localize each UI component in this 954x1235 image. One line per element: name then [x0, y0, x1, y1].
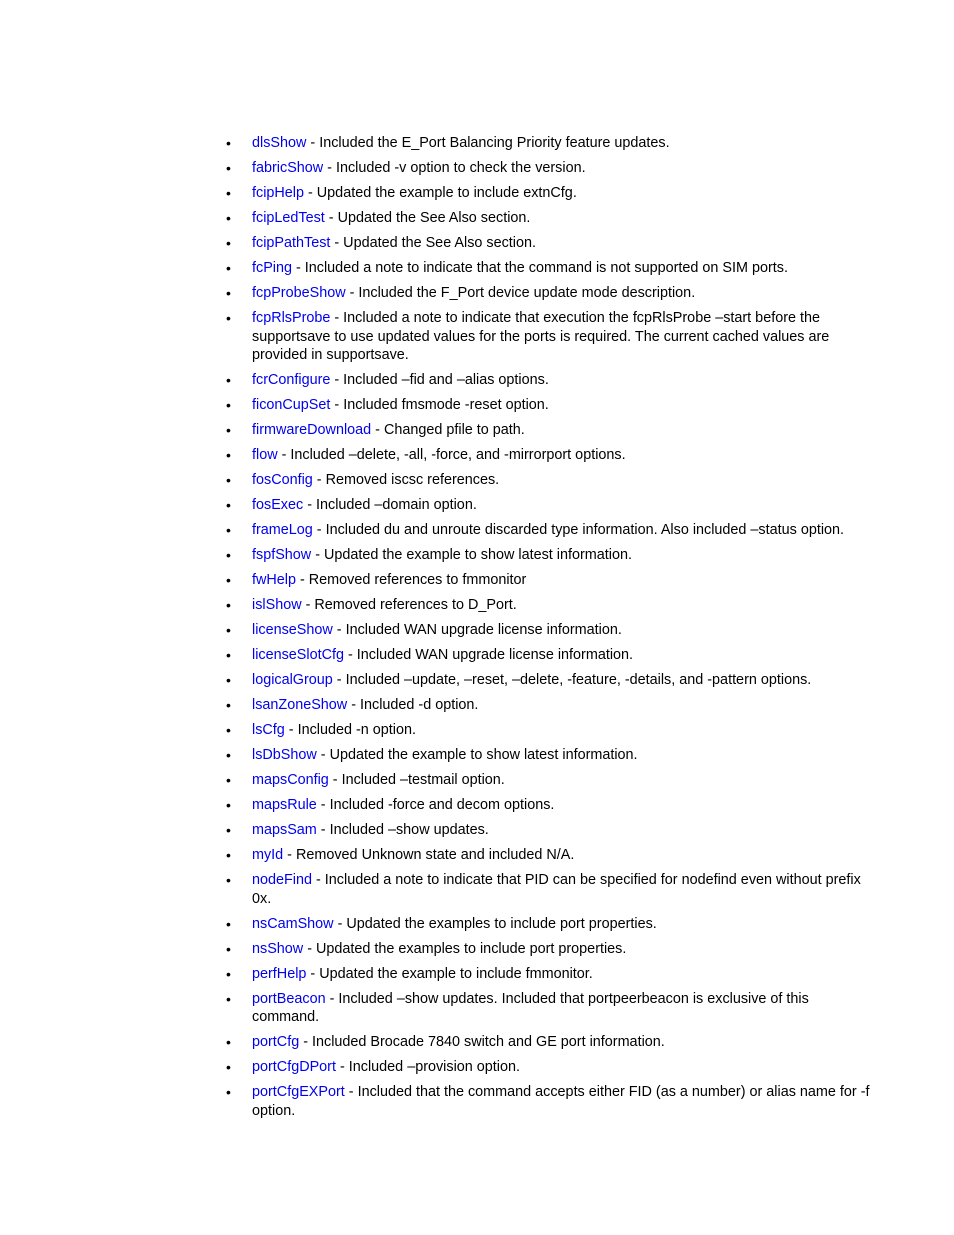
list-item	[226, 596, 871, 615]
list-item	[226, 396, 871, 415]
bullet-icon: •	[226, 422, 231, 438]
bullet-icon: •	[226, 572, 231, 588]
list-item	[226, 496, 871, 515]
list-item	[226, 646, 871, 665]
option-keyword: –delete	[348, 447, 397, 463]
bullet-icon: •	[226, 522, 231, 538]
option-keyword: fmmonitor	[525, 965, 589, 982]
bullet-icon: •	[226, 310, 231, 326]
description-text: - Changed pfile to path.	[371, 422, 525, 438]
list-item	[226, 965, 871, 984]
description-text: - Updated the example to include	[304, 185, 524, 201]
description-text: - Removed references to D_Port.	[301, 597, 517, 613]
description-text: - Included	[332, 672, 404, 688]
command-link[interactable]: mapsSam	[252, 822, 317, 838]
bullet-icon: •	[226, 697, 231, 713]
description-text: - Included the E_Port Balancing Priority feature updates.	[306, 135, 670, 151]
bullet-icon: •	[226, 797, 231, 813]
description-text: - Included	[347, 697, 419, 713]
bullet-icon: •	[226, 940, 231, 957]
description-text: - Included	[328, 772, 400, 788]
bullet-icon: •	[226, 915, 231, 932]
description-text: is exclusive of this command.	[252, 990, 809, 1025]
description-text: option.	[368, 722, 417, 738]
command-link[interactable]: fcipPathTest	[252, 235, 331, 251]
list-item	[226, 846, 871, 865]
command-link[interactable]: islShow	[252, 597, 302, 613]
list-item	[226, 721, 871, 740]
bullet-icon: •	[226, 447, 231, 463]
bullet-icon: •	[226, 822, 231, 838]
list-item	[226, 371, 871, 390]
bullet-icon: •	[226, 772, 231, 788]
description-text: before the supportsave to use updated values for the ports is required. The current cached values are provided in supportsave.	[252, 310, 830, 363]
command-link[interactable]: fcipHelp	[252, 185, 304, 201]
bullet-icon: •	[226, 622, 231, 638]
option-keyword: –status	[750, 522, 797, 538]
bullet-icon: •	[226, 1059, 231, 1075]
description-text: option.	[796, 522, 845, 538]
option-keyword: -feature	[567, 672, 617, 688]
option-keyword: fmsmode -reset	[401, 397, 502, 413]
description-text: - Included	[316, 797, 388, 813]
description-text: - Included	[325, 990, 397, 1007]
description-text: - Updated the example to show latest information.	[316, 747, 638, 763]
description-text: updates. Included that	[438, 990, 589, 1007]
command-link[interactable]: flow	[252, 447, 278, 463]
description-text: , and	[468, 447, 505, 463]
list-item	[226, 915, 871, 934]
description-text: - Included	[323, 160, 395, 176]
option-keyword: –alias	[456, 372, 495, 388]
option-keyword: portpeerbeacon	[588, 990, 689, 1007]
command-link[interactable]: fspfShow	[252, 547, 312, 563]
command-link[interactable]: licenseShow	[252, 622, 333, 638]
command-link[interactable]: portCfgEXPort	[252, 1084, 345, 1100]
bullet-icon: •	[226, 372, 231, 388]
bullet-icon: •	[226, 1084, 231, 1100]
list-item	[226, 940, 871, 959]
option-keyword: fcpRlsProbe –start	[632, 310, 752, 326]
list-item	[226, 234, 871, 253]
list-item	[226, 1033, 871, 1052]
command-link[interactable]: lsDbShow	[252, 747, 317, 763]
description-text: - Included the F_Port device update mode description.	[345, 285, 696, 301]
list-item	[226, 421, 871, 440]
bullet-icon: •	[226, 722, 231, 738]
list-item	[226, 446, 871, 465]
command-link[interactable]: fcPing	[252, 260, 292, 276]
command-link[interactable]: nsCamShow	[252, 915, 334, 932]
option-keyword: -f	[860, 1084, 870, 1100]
description-text: .	[572, 185, 577, 201]
description-text: option.	[429, 497, 477, 513]
command-change-list	[226, 134, 871, 1120]
command-link[interactable]: firmwareDownload	[252, 422, 372, 438]
description-text: option.	[431, 697, 479, 713]
description-text: - Included a note to indicate that PID can be specified for nodefind even without prefix 0x.	[252, 872, 861, 907]
command-link[interactable]: fabricShow	[252, 160, 324, 176]
description-text: ,	[456, 672, 465, 688]
list-item	[226, 871, 871, 908]
description-text: - Updated the example to include	[306, 965, 526, 982]
description-text: ,	[396, 447, 405, 463]
option-keyword: -details	[624, 672, 672, 688]
command-link[interactable]: lsanZoneShow	[252, 697, 348, 713]
bullet-icon: •	[226, 965, 231, 982]
command-link[interactable]: fwHelp	[252, 572, 296, 588]
option-keyword: -force	[431, 447, 469, 463]
list-item	[226, 746, 871, 765]
list-item	[226, 671, 871, 690]
description-text: - Included	[335, 1059, 408, 1075]
list-item	[226, 1058, 871, 1077]
description-text: options.	[494, 372, 549, 388]
description-text: and decom options.	[424, 797, 555, 813]
command-link[interactable]: portBeacon	[252, 990, 326, 1007]
list-item	[226, 159, 871, 178]
description-text: - Updated the See Also section.	[330, 235, 536, 251]
bullet-icon: •	[226, 747, 231, 763]
bullet-icon: •	[226, 285, 231, 301]
document-body	[226, 134, 871, 1127]
option-keyword: du	[384, 522, 401, 538]
description-text: option to check the version.	[406, 160, 586, 176]
option-keyword: -pattern	[707, 672, 757, 688]
command-link[interactable]: fcipLedTest	[252, 210, 325, 226]
command-link[interactable]: fcpRlsProbe	[252, 310, 331, 326]
list-item	[226, 209, 871, 228]
description-text: - Removed Unknown state and included N/A.	[283, 847, 575, 863]
bullet-icon: •	[226, 260, 231, 276]
command-link[interactable]: myId	[252, 847, 284, 863]
description-text: option.	[501, 397, 549, 413]
bullet-icon: •	[226, 672, 231, 688]
bullet-icon: •	[226, 472, 231, 488]
description-text: option.	[252, 1102, 296, 1119]
list-item	[226, 696, 871, 715]
bullet-icon: •	[226, 235, 231, 251]
command-link[interactable]: mapsRule	[252, 797, 317, 813]
list-item	[226, 571, 871, 590]
option-keyword: unroute	[432, 522, 481, 538]
description-text: - Updated the See Also section.	[324, 210, 531, 226]
bullet-icon: •	[226, 185, 231, 201]
list-item	[226, 471, 871, 490]
list-item	[226, 796, 871, 815]
bullet-icon: •	[226, 990, 231, 1007]
description-text: - Included	[277, 447, 349, 463]
list-item	[226, 184, 871, 203]
bullet-icon: •	[226, 497, 231, 513]
description-text: ,	[504, 672, 513, 688]
description-text: - Updated the examples to include port properties.	[303, 940, 627, 957]
description-text: options.	[571, 447, 626, 463]
description-text: , and	[671, 672, 708, 688]
bullet-icon: •	[226, 597, 231, 613]
option-keyword: -n	[356, 722, 369, 738]
command-link[interactable]: lsCfg	[252, 722, 285, 738]
option-keyword: –testmail	[400, 772, 458, 788]
bullet-icon: •	[226, 397, 231, 413]
list-item	[226, 990, 871, 1027]
bullet-icon: •	[226, 847, 231, 863]
description-text: - Included	[303, 497, 375, 513]
description-text: - Included a note to indicate that execution the	[330, 310, 633, 326]
option-keyword: -force	[388, 797, 425, 813]
option-keyword: –delete	[512, 672, 560, 688]
command-link[interactable]: mapsConfig	[252, 772, 329, 788]
command-link[interactable]: nsShow	[252, 940, 304, 957]
description-text: - Removed iscsc references.	[312, 472, 500, 488]
description-text: - Updated the example to show latest information.	[311, 547, 632, 563]
description-text: - Included that the command accepts either FID (as a number) or alias name for	[344, 1084, 861, 1100]
description-text: and	[424, 372, 457, 388]
description-text: - Included WAN upgrade license information.	[332, 622, 622, 638]
command-link[interactable]: portCfgDPort	[252, 1059, 336, 1075]
description-text: - Included	[330, 397, 402, 413]
command-link[interactable]: ficonCupSet	[252, 397, 331, 413]
command-link[interactable]: nodeFind	[252, 872, 313, 888]
option-keyword: -all	[404, 447, 424, 463]
command-link[interactable]: frameLog	[252, 522, 313, 538]
option-keyword: –provision	[407, 1059, 473, 1075]
description-text: updates.	[429, 822, 489, 838]
list-item	[226, 546, 871, 565]
option-keyword: -d	[418, 697, 432, 713]
bullet-icon: •	[226, 647, 231, 663]
description-text: - Included	[312, 522, 384, 538]
description-text: ,	[423, 447, 432, 463]
description-text: - Included	[330, 372, 402, 388]
option-keyword: -v	[394, 160, 407, 176]
description-text: - Included WAN upgrade license information.	[344, 647, 634, 663]
list-item	[226, 134, 871, 153]
list-item	[226, 521, 871, 540]
command-link[interactable]: portCfg	[252, 1034, 300, 1050]
description-text: - Included a note to indicate that the command is not supported on SIM ports.	[292, 260, 788, 276]
command-link[interactable]: fosConfig	[252, 472, 313, 488]
option-keyword: –show	[387, 822, 430, 838]
command-link[interactable]: logicalGroup	[252, 672, 333, 688]
option-keyword: –domain	[374, 497, 430, 513]
command-link[interactable]: fosExec	[252, 497, 304, 513]
description-text: ,	[616, 672, 625, 688]
list-item	[226, 621, 871, 640]
option-keyword: extnCfg	[523, 185, 573, 201]
description-text: options.	[756, 672, 812, 688]
bullet-icon: •	[226, 135, 231, 151]
option-keyword: –fid	[401, 372, 425, 388]
bullet-icon: •	[226, 1034, 231, 1050]
description-text: - Removed references to fmmonitor	[296, 572, 527, 588]
command-link[interactable]: licenseSlotCfg	[252, 647, 344, 663]
description-text: discarded type information. Also included	[480, 522, 751, 538]
command-link[interactable]: dlsShow	[252, 135, 307, 151]
description-text: option.	[472, 1059, 521, 1075]
description-text: .	[588, 965, 593, 982]
command-link[interactable]: perfHelp	[252, 965, 307, 982]
command-link[interactable]: fcpProbeShow	[252, 285, 346, 301]
bullet-icon: •	[226, 872, 231, 888]
description-text: - Included	[284, 722, 356, 738]
bullet-icon: •	[226, 160, 231, 176]
option-keyword: –show	[396, 990, 439, 1007]
option-keyword: -mirrorport	[504, 447, 572, 463]
option-keyword: –update	[404, 672, 457, 688]
description-text: ,	[559, 672, 568, 688]
list-item	[226, 309, 871, 365]
command-link[interactable]: fcrConfigure	[252, 372, 331, 388]
list-item	[226, 284, 871, 303]
description-text: - Included Brocade 7840 switch and GE port information.	[299, 1034, 665, 1050]
bullet-icon: •	[226, 547, 231, 563]
bullet-icon: •	[226, 210, 231, 226]
list-item	[226, 821, 871, 840]
description-text: option.	[457, 772, 505, 788]
description-text: - Updated the examples to include port properties.	[333, 915, 657, 932]
list-item	[226, 259, 871, 278]
description-text: and	[400, 522, 433, 538]
list-item	[226, 1083, 871, 1120]
description-text: - Included	[316, 822, 388, 838]
list-item	[226, 771, 871, 790]
option-keyword: –reset	[464, 672, 505, 688]
